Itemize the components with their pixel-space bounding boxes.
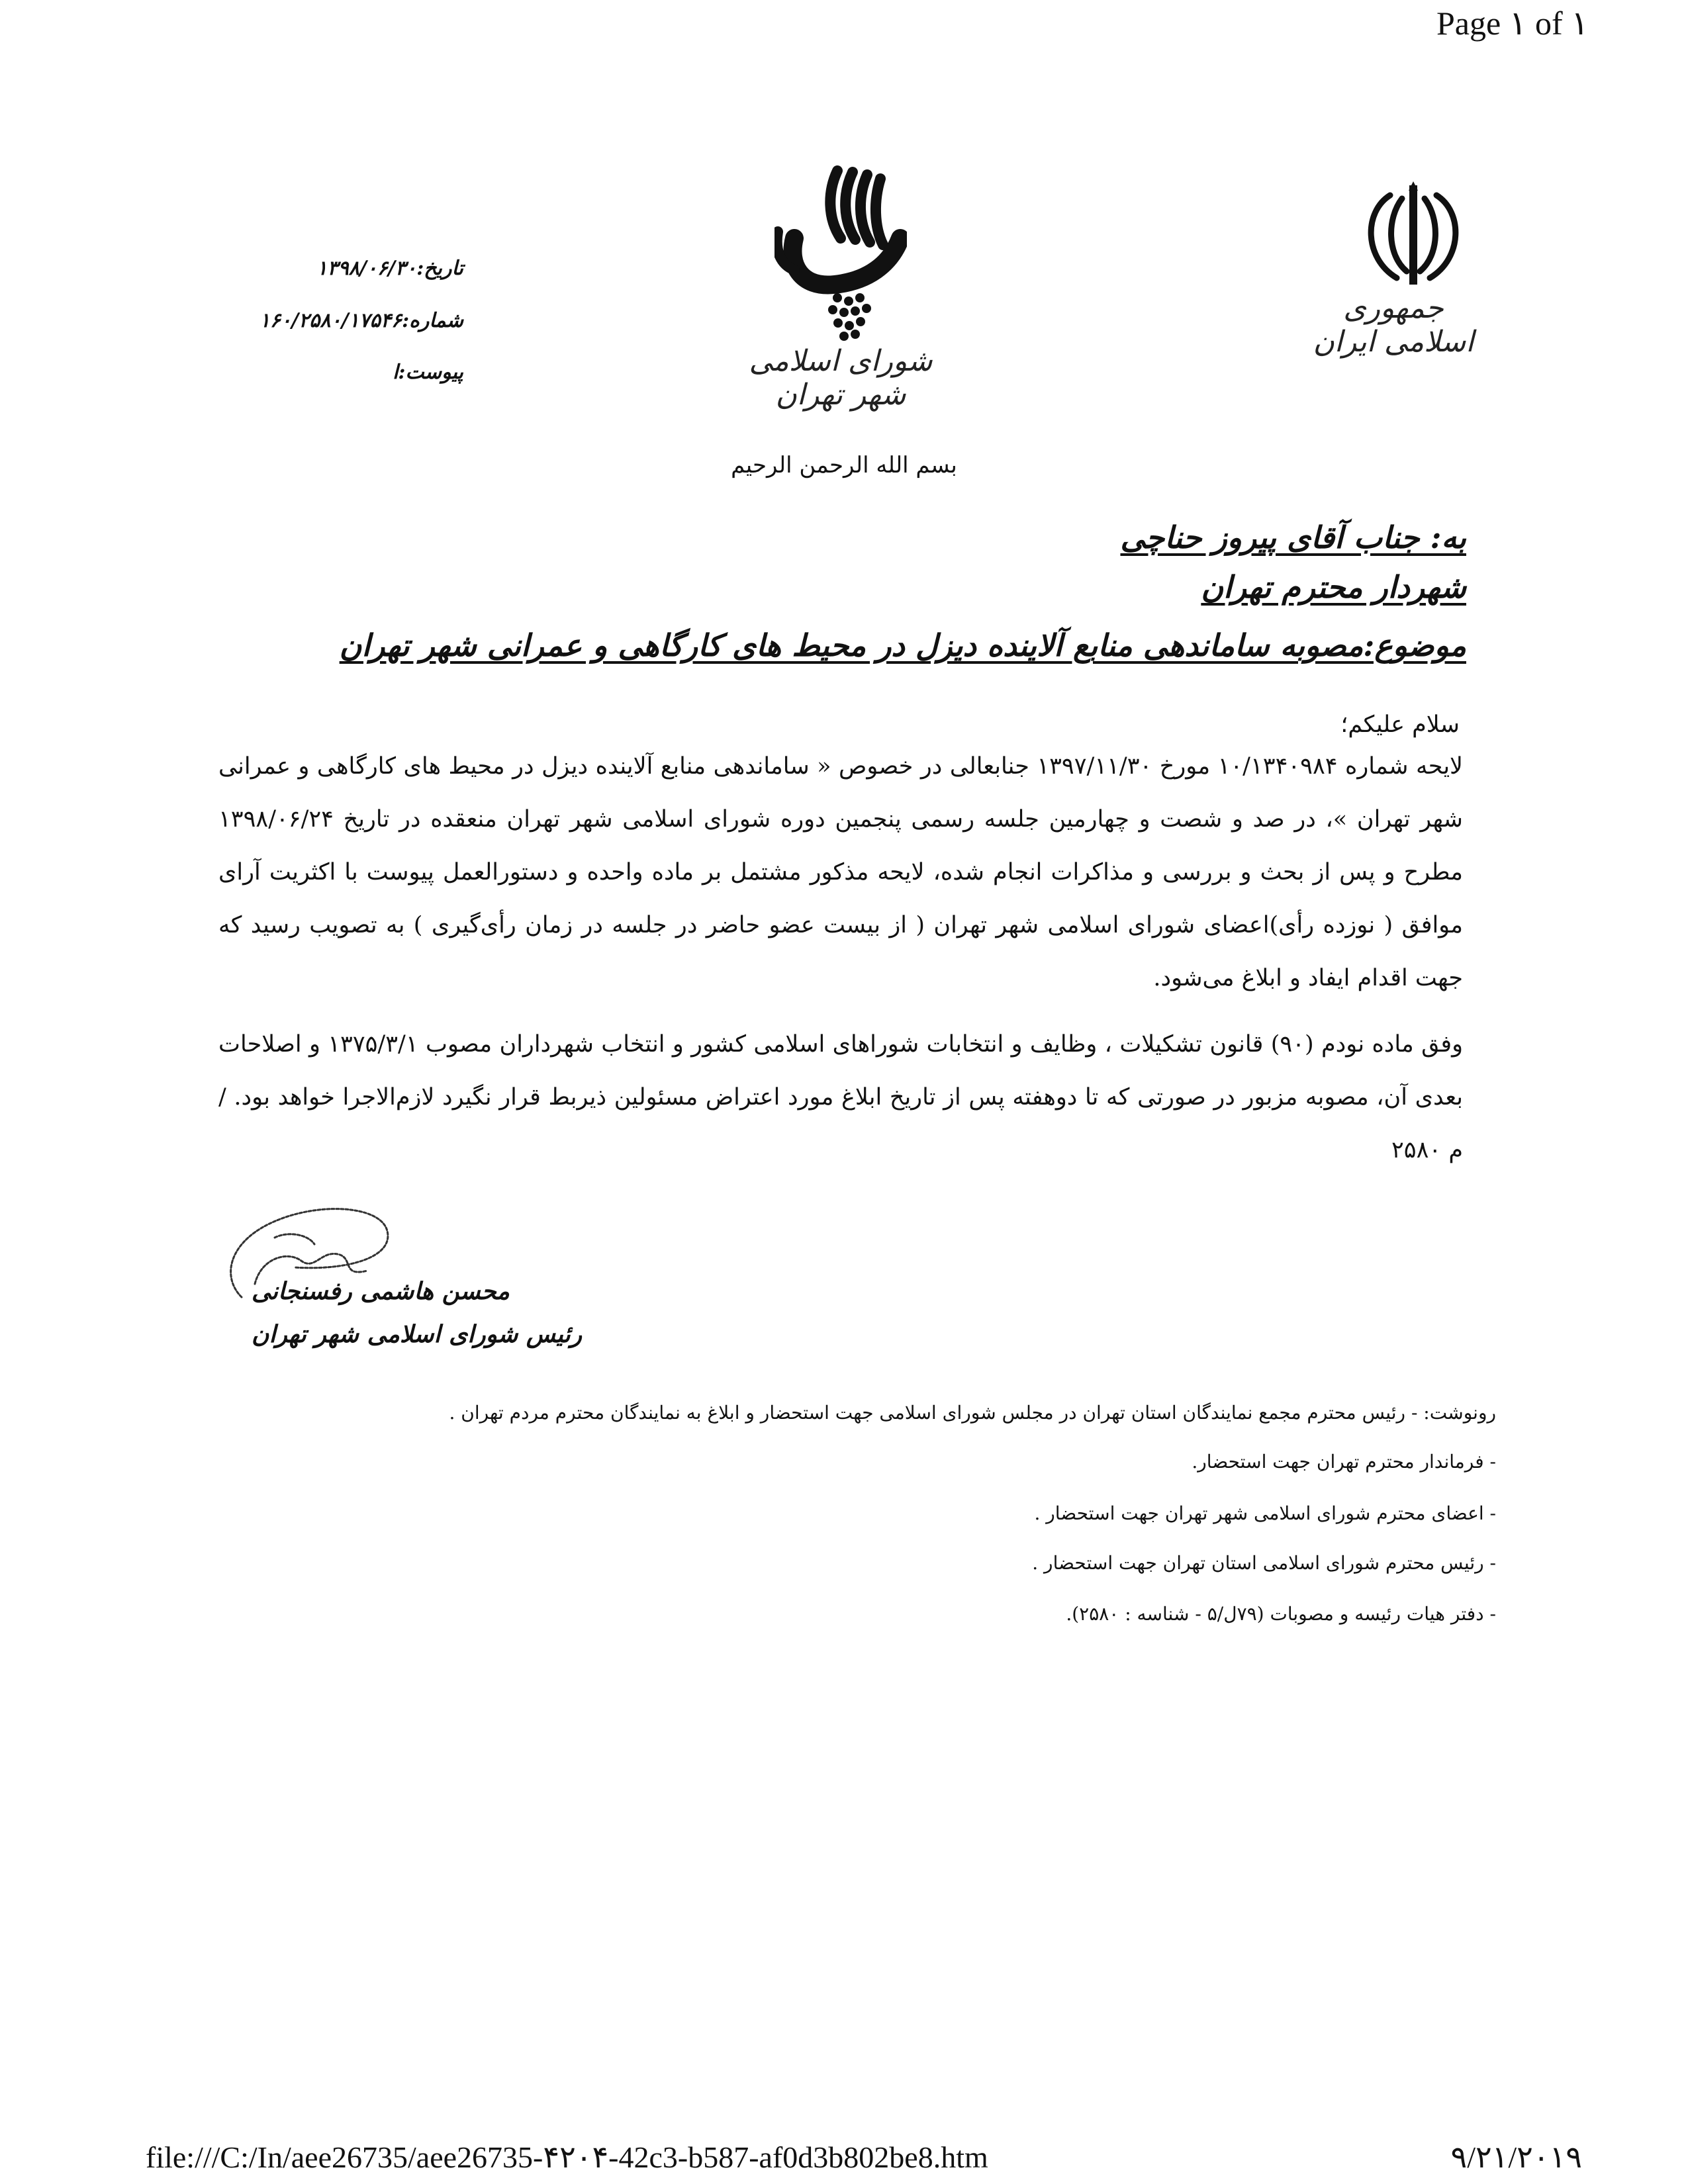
addressee-title: شهردار محترم تهران <box>1201 569 1466 605</box>
iran-emblem-icon <box>1350 179 1476 291</box>
letter-number: شماره:۱۶۰/۲۵۸۰/۱۷۵۴۶ <box>259 309 463 332</box>
cc-item: - اعضای محترم شورای اسلامی شهر تهران جهت استحضار . <box>1034 1502 1496 1524</box>
council-caption: شورای اسلامی شهر تهران <box>749 344 933 412</box>
greeting: سلام علیکم؛ <box>1340 711 1460 738</box>
addressee-name: به: جناب آقای پیروز حناچی <box>1120 520 1466 555</box>
basmala: بسم الله الرحمن الرحیم <box>731 452 957 478</box>
footer-date: ۹/۲۱/۲۰۱۹ <box>1450 2140 1582 2174</box>
council-logo-icon <box>774 165 907 351</box>
signer-name: محسن هاشمی رفسنجانی <box>252 1277 510 1305</box>
cc-item: - رئیس محترم شورای اسلامی استان تهران جهت استحضار . <box>1032 1552 1496 1574</box>
footer-file-path: file:///C:/In/aee26735/aee26735-۴۲۰۴-42c3-b587-af0d3b802be8.htm <box>146 2140 988 2174</box>
emblem-caption: جمهوری اسلامی ایران <box>1313 291 1474 359</box>
cc-item: رونوشت: - رئیس محترم مجمع نمایندگان استان تهران در مجلس شورای اسلامی جهت استحضار و ابلاغ به نمایندگان محترم مردم تهران . <box>449 1402 1496 1424</box>
signer-role: رئیس شورای اسلامی شهر تهران <box>252 1320 583 1348</box>
body-paragraph-2: وفق ماده نودم (۹۰) قانون تشکیلات ، وظایف و انتخابات شوراهای اسلامی کشور و انتخاب شهرداران مصوب ۱۳۷۵/۳/۱ و اصلاحات بعدی آن، مصوبه مزبور در صورتی که تا دوهفته پس از تاریخ ابلاغ مورد اعتراض مسئولین ذیربط قرار نگیرد لازم‌الاجرا خواهد بود. /م ۲۵۸۰ <box>218 1031 1463 1163</box>
letter-attachment: پیوست:ا <box>393 361 463 384</box>
body-paragraph-1: لایحه شماره ۱۰/۱۳۴۰۹۸۴ مورخ ۱۳۹۷/۱۱/۳۰ جنابعالی در خصوص « ساماندهی منابع آلاینده دیزل در محیط های کارگاهی و عمرانی شهر تهران »، در صد و شصت و چهارمین جلسه رسمی پنجمین دوره شورای اسلامی شهر تهران منعقده در تاریخ ۱۳۹۸/۰۶/۲۴ مطرح و پس از بحث و بررسی و مذاکرات انجام شده، لایحه مذکور مشتمل بر ماده واحده و دستورالعمل پیوست با اکثریت آرای موافق ( نوزده رأی)اعضای شورای اسلامی شهر تهران ( از بیست عضو حاضر در جلسه در زمان رأی‌گیری ) به تصویب رسید که جهت اقدام ایفاد و ابلاغ می‌شود. <box>218 753 1464 991</box>
letter-date: تاریخ:۱۳۹۸/۰۶/۳۰ <box>316 257 463 280</box>
letter-subject: موضوع:مصوبه ساماندهی منابع آلاینده دیزل در محیط های کارگاهی و عمرانی شهر تهران <box>339 627 1466 663</box>
page-indicator: Page ۱ of ۱ <box>1436 5 1589 42</box>
cc-item: - دفتر هیات رئیسه و مصوبات (۷۹ل/۵ - شناسه : ۲۵۸۰). <box>1066 1603 1496 1625</box>
cc-item: - فرماندار محترم تهران جهت استحضار. <box>1192 1451 1496 1473</box>
